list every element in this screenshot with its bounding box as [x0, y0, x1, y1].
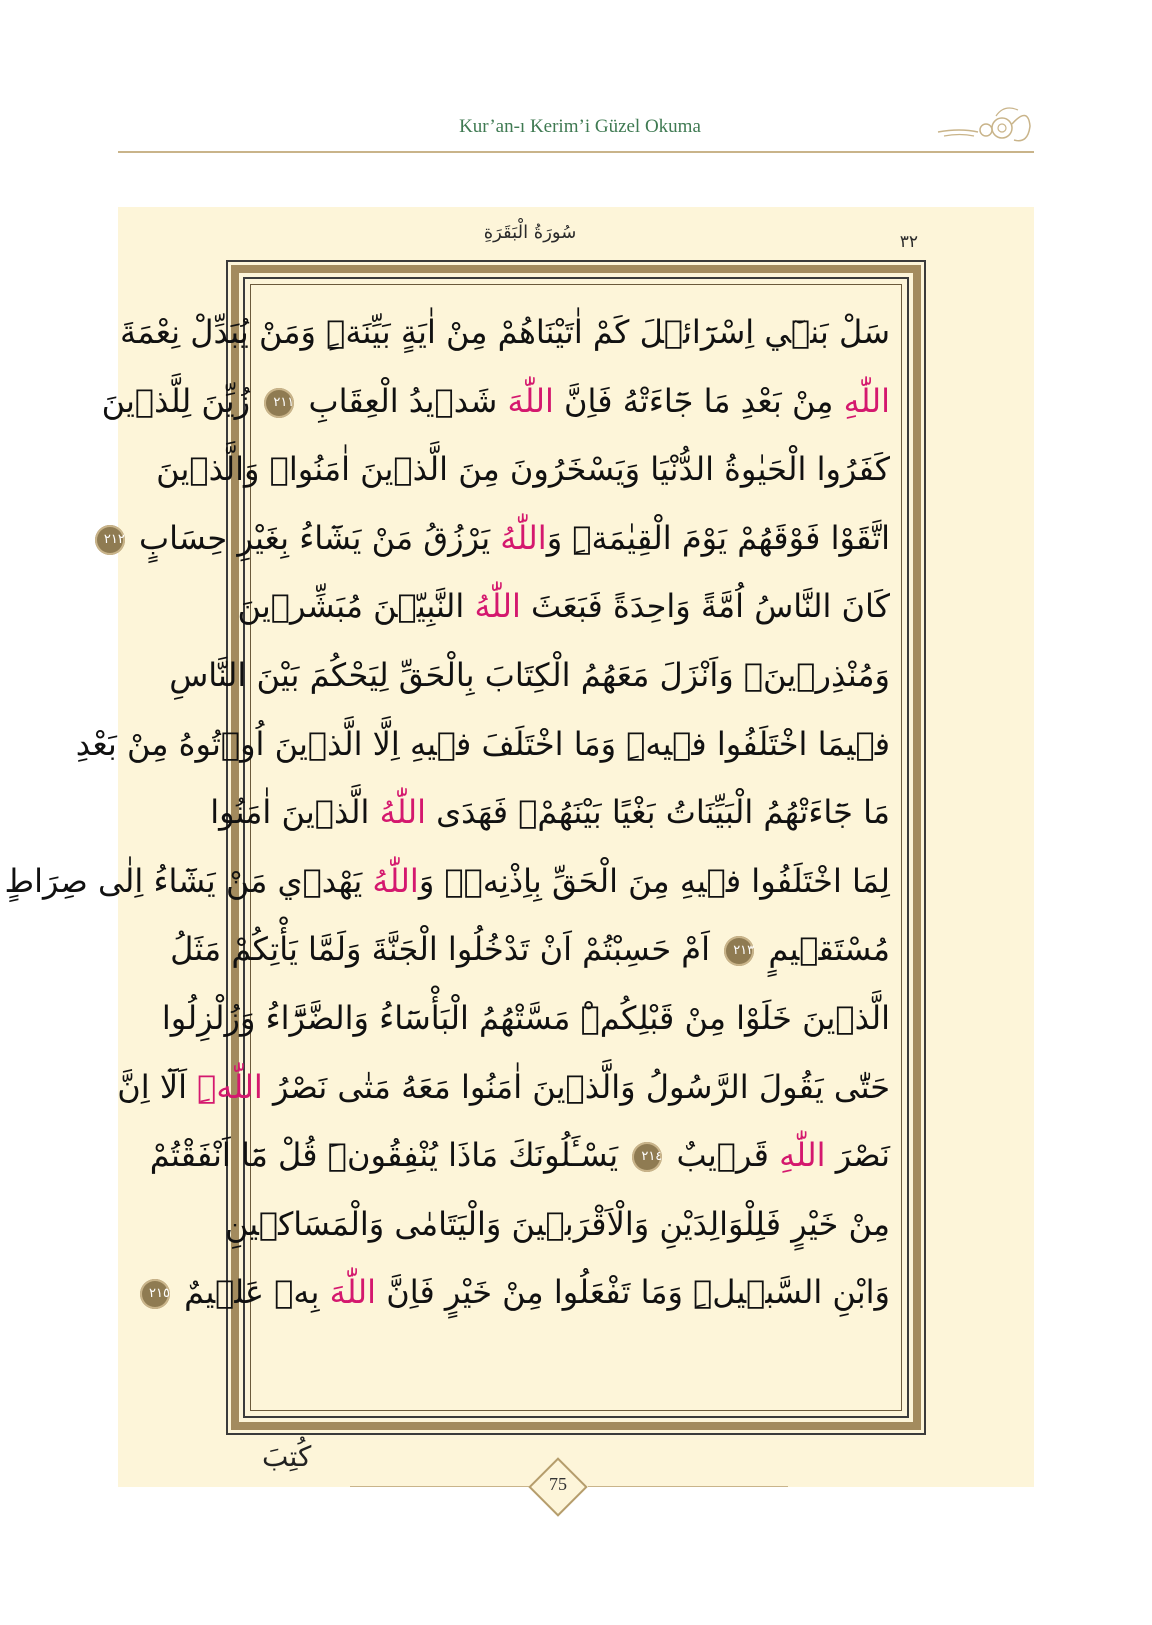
verse-text: ف۪يمَا اخْتَلَفُوا ف۪يهِۜ وَمَا اخْتَلَفَ ف۪يهِ اِلَّا الَّذ۪ينَ اُو۫تُوهُ مِنْ بَعْدِ [75, 724, 890, 763]
verse-text: اتَّقَوْا فَوْقَهُمْ يَوْمَ الْقِيٰمَةِۜ وَ [546, 518, 890, 557]
verse-line [156, 435, 890, 504]
allah-name-highlight: اللّٰهِ [843, 381, 890, 420]
header-divider [118, 151, 1034, 153]
floral-ornament-icon [930, 100, 1040, 158]
verse-text: لِمَا اخْتَلَفُوا ف۪يهِ مِنَ الْحَقِّ بِاِذْنِه۪ۜ وَ [418, 861, 890, 900]
ayah-number-marker: ٢١٥ [140, 1279, 170, 1309]
verse-text: مُسْتَق۪يمٍ [758, 930, 890, 969]
verse-text: اَمْ حَسِبْتُمْ اَنْ تَدْخُلُوا الْجَنَّةَ وَلَمَّا يَأْتِكُمْ مَثَلُ [170, 930, 721, 969]
verse-line [170, 915, 890, 984]
verse-line [101, 367, 890, 436]
ayah-number-marker: ٢١٤ [632, 1142, 662, 1172]
verse-text: كَفَرُوا الْحَيٰوةُ الدُّنْيَا وَيَسْخَرُونَ مِنَ الَّذ۪ينَ اٰمَنُواۢ وَالَّذ۪ينَ [156, 450, 890, 489]
verse-line [149, 1121, 890, 1190]
footer-rule-left [350, 1486, 530, 1487]
verse-line [103, 504, 890, 573]
allah-name-highlight: اللّٰهَ [507, 381, 554, 420]
allah-name-highlight: اللّٰهُ [372, 861, 419, 900]
verse-text: النَّبِيّ۪نَ مُبَشِّر۪ينَ [237, 587, 475, 626]
ayah-number-marker: ٢١٢ [95, 525, 125, 555]
verse-text: يَسْـَٔلُونَكَ مَاذَا يُنْفِقُونَۜ قُلْ مَٓا اَنْفَقْتُمْ [149, 1136, 629, 1175]
verse-line [161, 984, 890, 1053]
verse-text: مِنْ خَيْرٍ فَلِلْوَالِدَيْنِ وَالْاَقْرَب۪ينَ وَالْيَتَامٰى وَالْمَسَاك۪ينِ [224, 1204, 890, 1243]
footer-rule-right [588, 1486, 788, 1487]
verse-text: نَصْرَ [825, 1136, 890, 1175]
surah-name: سُورَةُ الْبَقَرَةِ [483, 222, 577, 243]
verse-line [224, 1190, 890, 1259]
verse-line [149, 1258, 890, 1327]
verse-line [210, 778, 890, 847]
allah-name-highlight: اللّٰهُ [379, 793, 426, 832]
verse-text: وَمُنْذِر۪ينَۖ وَاَنْزَلَ مَعَهُمُ الْكِتَابَ بِالْحَقِّ لِيَحْكُمَ بَيْنَ النَّاسِ [169, 655, 890, 694]
verse-text: يَهْد۪ي مَنْ يَشَٓاءُ اِلٰى صِرَاطٍ [4, 861, 373, 900]
allah-name-highlight: اللّٰهُ [474, 587, 521, 626]
verse-text: وَابْنِ السَّب۪يلِۜ وَمَا تَفْعَلُوا مِنْ خَيْرٍ فَاِنَّ [376, 1273, 890, 1312]
verse-text: قَر۪يبٌ [666, 1136, 780, 1175]
verse-line [117, 1053, 890, 1122]
ayah-number-marker: ٢١٣ [724, 936, 754, 966]
verse-text: شَد۪يدُ الْعِقَابِ [298, 381, 508, 420]
verse-text: مِنْ بَعْدِ مَا جَٓاءَتْهُ فَاِنَّ [553, 381, 844, 420]
verse-line [237, 572, 890, 641]
catchword: كُتِبَ [262, 1440, 312, 1473]
mushaf-page-number: ٣٢ [899, 232, 918, 252]
verse-text: سَلْ بَن۪ٓي اِسْرَٓائ۪لَ كَمْ اٰتَيْنَاهُمْ مِنْ اٰيَةٍ بَيِّنَةٍۜ وَمَنْ يُبَدِّلْ نِعْمَةَ [120, 313, 890, 351]
verse-line [75, 710, 890, 779]
verse-text-block [4, 298, 890, 1398]
verse-text: كَانَ النَّاسُ اُمَّةً وَاحِدَةً فَبَعَثَ [520, 587, 890, 626]
verse-text: حَتّٰى يَقُولَ الرَّسُولُ وَالَّذ۪ينَ اٰمَنُوا مَعَهُ مَتٰى نَصْرُ [262, 1067, 890, 1106]
allah-name-highlight: اللّٰهَ [329, 1273, 377, 1312]
page-number: 75 [549, 1474, 567, 1494]
verse-line [169, 641, 890, 710]
book-title: Kur’an-ı Kerim’i Güzel Okuma [459, 116, 701, 137]
allah-name-highlight: اللّٰهُ [500, 518, 547, 557]
verse-text: الَّذ۪ينَ اٰمَنُوا [210, 793, 380, 832]
verse-text: زُيِّنَ لِلَّذ۪ينَ [101, 381, 261, 420]
ayah-number-marker: ٢١١ [264, 388, 294, 418]
verse-line [120, 298, 890, 367]
verse-text: الَّذ۪ينَ خَلَوْا مِنْ قَبْلِكُمْۜ مَسَّتْهُمُ الْبَأْسَٓاءُ وَالضَّرَّٓاءُ وَزُلْزِلُوا [161, 998, 890, 1037]
verse-text: اَلَٓا اِنَّ [117, 1067, 198, 1106]
allah-name-highlight: اللّٰهِۜ [197, 1067, 263, 1106]
verse-text: مَا جَٓاءَتْهُمُ الْبَيِّنَاتُ بَغْيًا بَيْنَهُمْۚ فَهَدَى [425, 793, 890, 832]
verse-text: يَرْزُقُ مَنْ يَشَٓاءُ بِغَيْرِ حِسَابٍ [128, 518, 501, 557]
verse-text: بِه۪ عَل۪يمٌ [174, 1273, 330, 1312]
allah-name-highlight: اللّٰهِ [779, 1136, 826, 1175]
verse-line [4, 847, 890, 916]
